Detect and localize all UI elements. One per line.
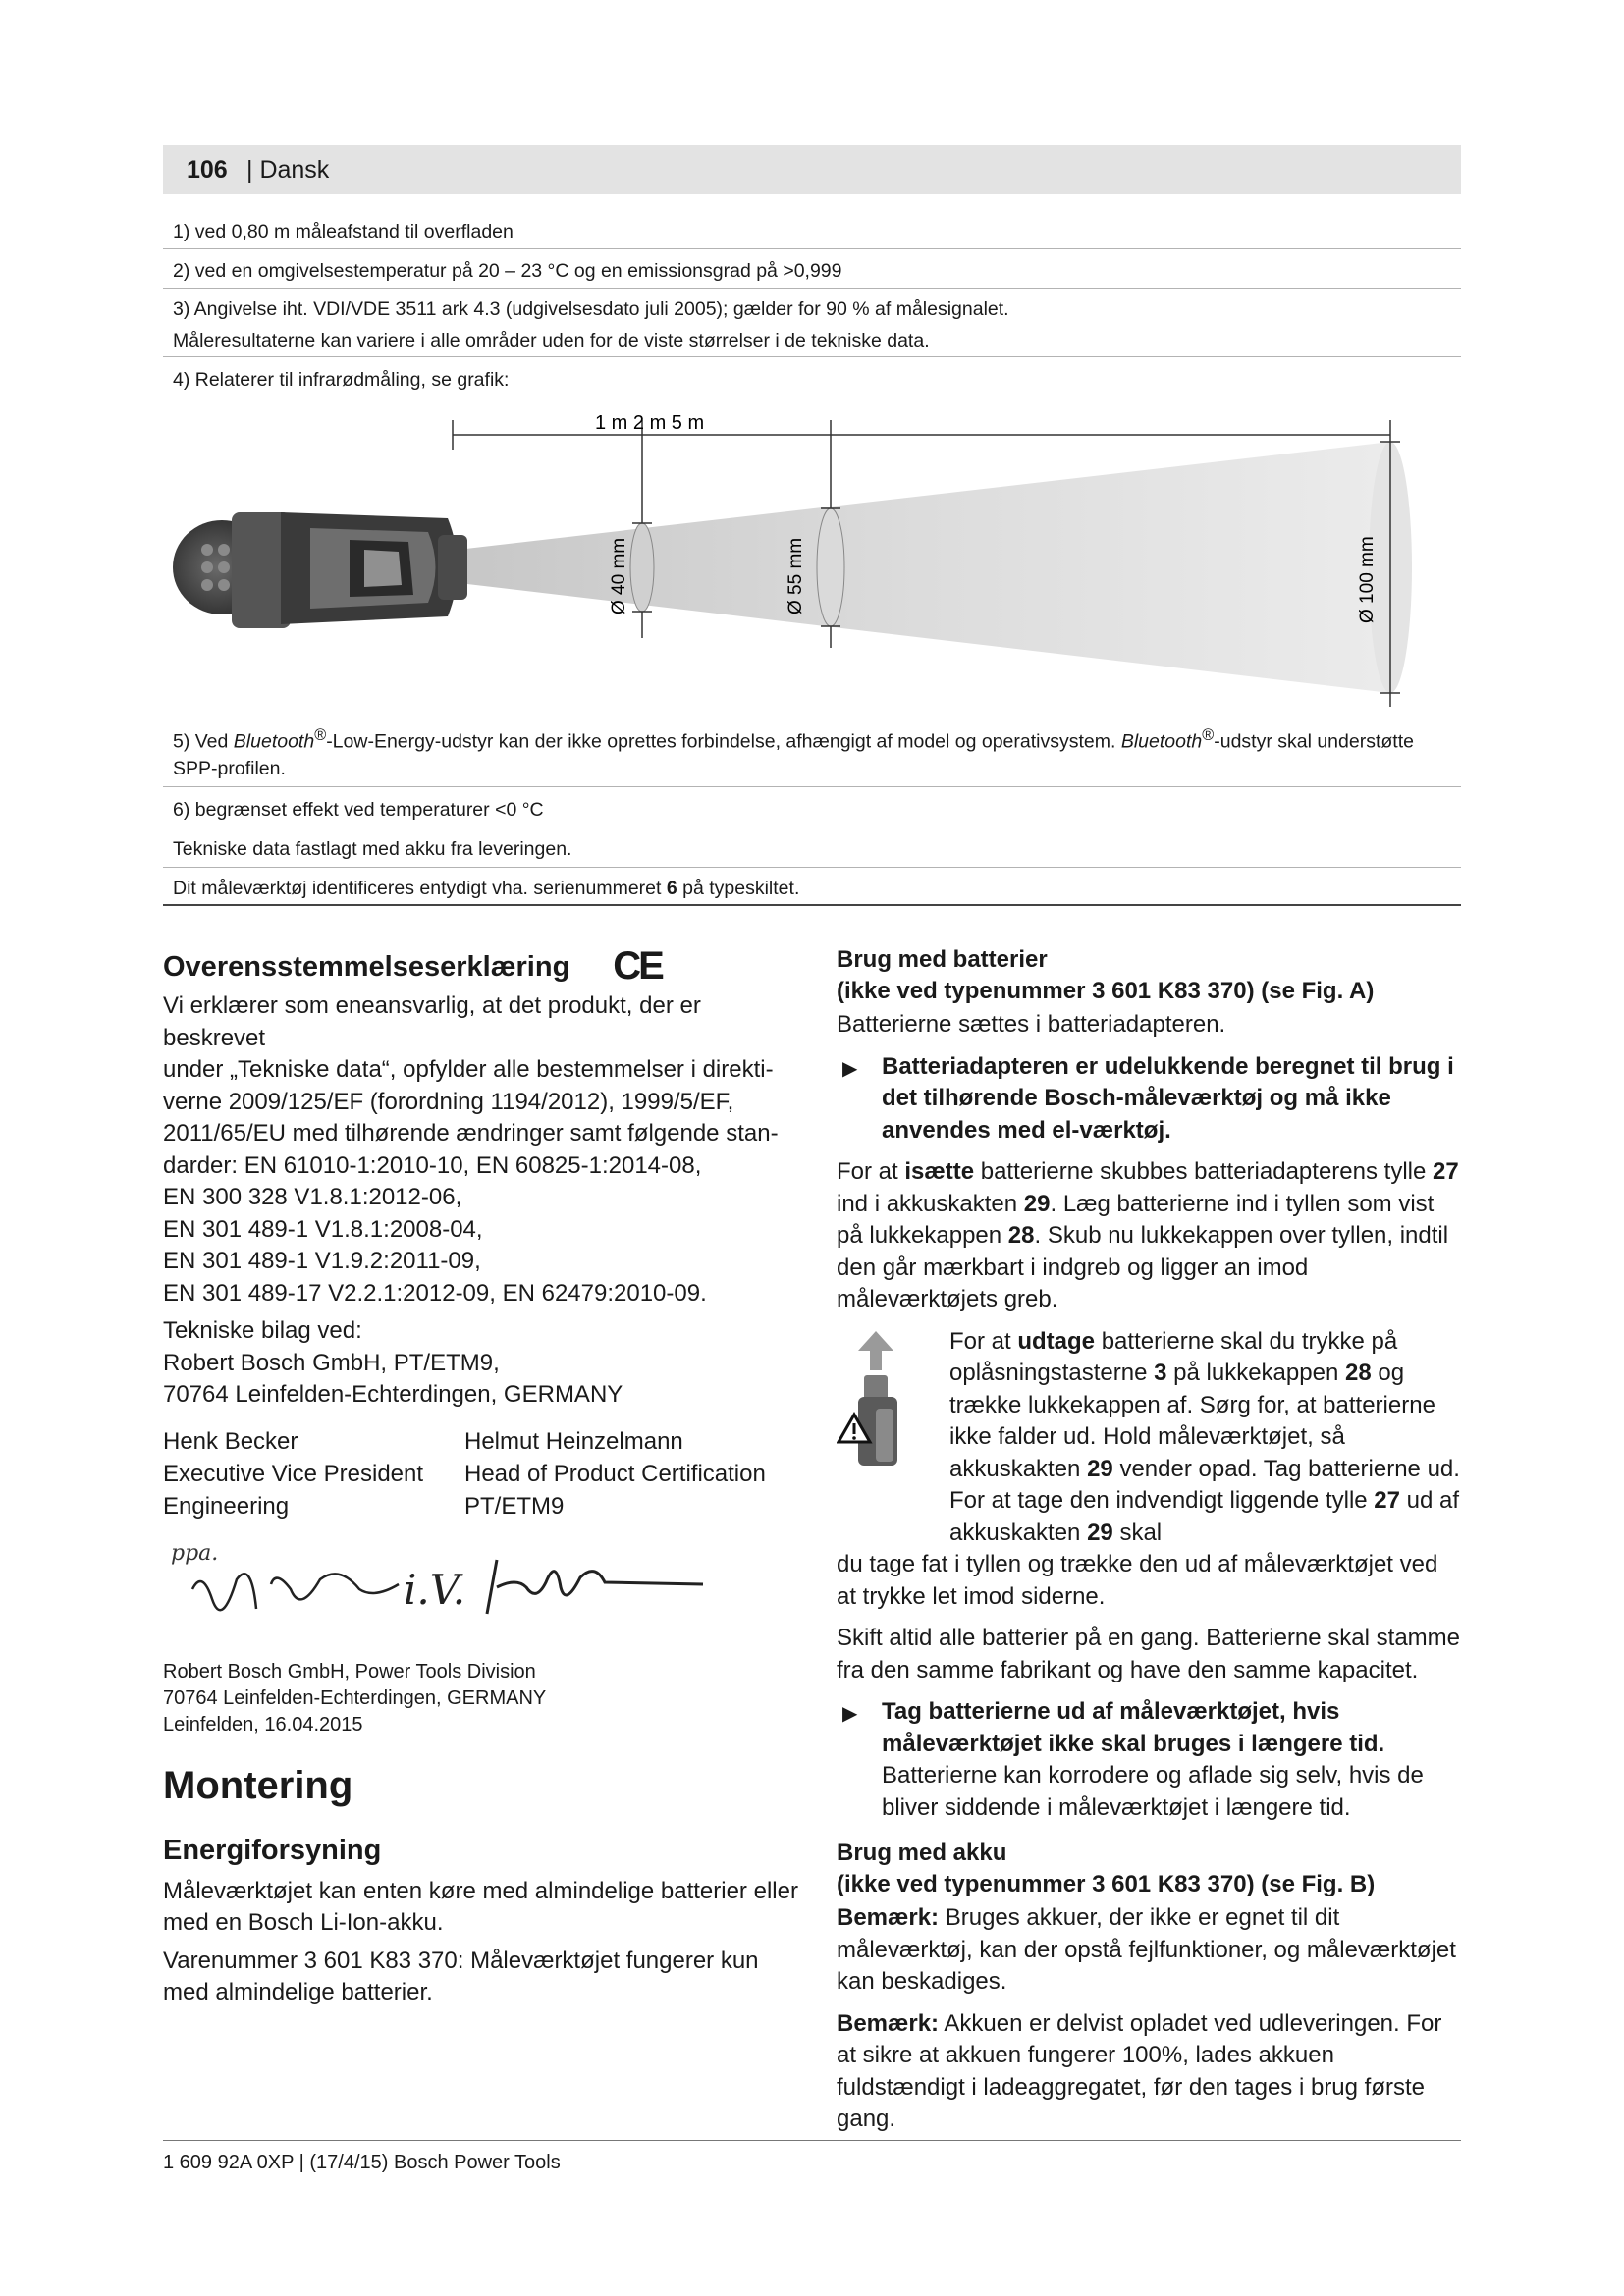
- ir-beam-cone: [458, 442, 1390, 693]
- bullet-arrow-icon: ▶: [842, 1703, 858, 1725]
- page-number: 106: [187, 156, 228, 184]
- signers-table: [163, 1425, 801, 1522]
- divider: [163, 356, 1461, 357]
- technical-file-text: [163, 1315, 801, 1412]
- signer-cell: Helmut Heinzelmann: [464, 1427, 683, 1455]
- iv-text: i.V.: [404, 1565, 466, 1614]
- warning-bullet-1: ▶ Batteriadapteren er udelukkende beregnet til brug i det tilhørende Bosch-måleværktøj og må ikke anvendes med el-værktøj.: [842, 1052, 1454, 1144]
- company-address-line: Leinfelden, 16.04.2015: [163, 1713, 363, 1735]
- declaration-line: darder: EN 61010-1:2010-10, EN 60825-1:2014-08,: [163, 1151, 702, 1179]
- ir-spot-diagram: [163, 402, 1461, 712]
- footnote-6: 6) begrænset effekt ved temperaturer <0 °C: [173, 799, 544, 821]
- company-address-line: Robert Bosch GmbH, Power Tools Division: [163, 1660, 536, 1682]
- signer-cell: Engineering: [163, 1492, 290, 1520]
- declaration-heading: Overensstemmelseserklæring: [163, 950, 570, 983]
- footnote-4: 4) Relaterer til infrarødmåling, se grafik:: [173, 369, 510, 391]
- warning-bullet-2: ▶ Tag batterierne ud af måleværktøjet, hvis måleværktøjet ikke skal bruges i længere tid. Batterierne kan korrodere og aflade sig selv, hvis de bliver siddende i måleværktøjet i længere tid.: [842, 1698, 1424, 1821]
- divider: [163, 248, 1461, 249]
- remove-batteries-tail: du tage fat i tyllen og trække den ud af måleværktøjet ved at trykke let imod siderne.: [837, 1551, 1438, 1610]
- akku-heading: Brug med akku: [837, 1840, 1007, 1866]
- signer-cell: Head of Product Certification: [464, 1460, 766, 1487]
- bullet-arrow-icon: ▶: [842, 1057, 858, 1080]
- page-header: [163, 145, 1461, 194]
- declaration-line: EN 301 489-17 V2.2.1:2012-09, EN 62479:2010-09.: [163, 1279, 707, 1307]
- declaration-line: under „Tekniske data“, opfylder alle bestemmelser i direkti-: [163, 1056, 774, 1083]
- swap-batteries-paragraph: Skift altid alle batterier på en gang. Batterierne skal stamme fra den samme fabrikant og have den samme kapacitet.: [837, 1625, 1460, 1683]
- insert-batteries-paragraph: For at isætte batterierne skubbes batteriadapterens tylle 27 ind i akkuskakten 29. Læg batterierne ind i tyllen som vist på lukkekappen 28. Skub nu lukkekappen over tyllen, indtil den går mærkbart i indgreb og ligger an imod måleværktøjets greb.: [837, 1158, 1459, 1312]
- technical-file-line: 70764 Leinfelden-Echterdingen, GERMANY: [163, 1381, 623, 1408]
- footnote-8: Dit måleværktøj identificeres entydigt vha. serienummeret 6 på typeskiltet.: [173, 878, 800, 899]
- section-divider: [163, 904, 1461, 906]
- diameter-55-label: Ø 55 mm: [785, 537, 806, 614]
- divider: [163, 786, 1461, 787]
- akku-subheading: (ikke ved typenummer 3 601 K83 370) (se Fig. B): [837, 1871, 1376, 1897]
- energiforsyning-paragraph-1: Måleværktøjet kan enten køre med almindelige batterier eller med en Bosch Li-Ion-akku.: [163, 1877, 798, 1936]
- diameter-100-label: Ø 100 mm: [1357, 536, 1378, 623]
- declaration-line: EN 301 489-1 V1.9.2:2011-09,: [163, 1248, 481, 1274]
- declaration-heading-row: [163, 944, 801, 988]
- declaration-line: EN 300 328 V1.8.1:2012-06,: [163, 1184, 462, 1210]
- footnote-3a: 3) Angivelse iht. VDI/VDE 3511 ark 4.3 (udgivelsesdato juli 2005); gælder for 90 % af målesignalet.: [173, 298, 1009, 320]
- ir-spot-svg: [163, 402, 1461, 712]
- company-address: [163, 1659, 801, 1738]
- signer-cell: Henk Becker: [163, 1427, 298, 1455]
- footnote-7: Tekniske data fastlagt med akku fra leveringen.: [173, 838, 572, 860]
- batteries-heading: Brug med batterier: [837, 946, 1048, 973]
- footnote-5a: 5) Ved Bluetooth®-Low-Energy-udstyr kan der ikke oprettes forbindelse, afhængigt af model og operativsystem. Bluetooth®-udstyr skal understøtte: [173, 726, 1414, 753]
- signer-cell: PT/ETM9: [464, 1492, 565, 1520]
- signatures-image: [163, 1530, 752, 1648]
- montering-heading: Montering: [163, 1763, 353, 1807]
- footer-divider: [163, 2140, 1461, 2141]
- declaration-line: Vi erklærer som eneansvarlig, at det produkt, der er beskrevet: [163, 992, 701, 1051]
- energiforsyning-heading: Energiforsyning: [163, 1834, 382, 1866]
- footnote-3b: Måleresultaterne kan variere i alle områder uden for de viste størrelser i de tekniske data.: [173, 330, 930, 351]
- batteries-intro: Batterierne sættes i batteriadapteren.: [837, 1011, 1226, 1038]
- ppa-text: ppa.: [171, 1540, 219, 1566]
- declaration-line: EN 301 489-1 V1.8.1:2008-04,: [163, 1215, 483, 1243]
- declaration-line: verne 2009/125/EF (forordning 1194/2012), 1999/5/EF,: [163, 1088, 734, 1115]
- declaration-text: [163, 990, 801, 1309]
- right-column: [837, 944, 1461, 2136]
- diameter-40-label: Ø 40 mm: [609, 537, 629, 614]
- divider: [163, 867, 1461, 868]
- signer-cell: Executive Vice President: [163, 1460, 424, 1487]
- batteries-subheading: (ikke ved typenummer 3 601 K83 370) (se Fig. A): [837, 978, 1375, 1004]
- akku-note-1: Bemærk: Bruges akkuer, der ikke er egnet til dit måleværktøj, kan der opstå fejlfunktioner, og måleværktøjet kan beskadiges.: [837, 1904, 1456, 1995]
- spot-40: [630, 523, 654, 612]
- spot-55: [817, 508, 844, 626]
- footnote-1: 1) ved 0,80 m måleafstand til overfladen: [173, 221, 514, 242]
- technical-file-line: Tekniske bilag ved:: [163, 1317, 362, 1344]
- energiforsyning-paragraph-2: Varenummer 3 601 K83 370: Måleværktøjet fungerer kun med almindelige batterier.: [163, 1947, 759, 2005]
- footnote-5b: SPP-profilen.: [173, 758, 286, 779]
- section-title: | Dansk: [246, 156, 330, 184]
- divider: [163, 288, 1461, 289]
- thermometer-device: [173, 512, 467, 628]
- footnote-2: 2) ved en omgivelsestemperatur på 20 – 23 °C og en emissionsgrad på >0,999: [173, 260, 842, 282]
- page-footer: 1 609 92A 0XP | (17/4/15) Bosch Power Tools: [163, 2152, 561, 2173]
- battery-removal-warning-icon: [837, 1326, 915, 1473]
- company-address-line: 70764 Leinfelden-Echterdingen, GERMANY: [163, 1686, 547, 1709]
- remove-batteries-block: [837, 1326, 1461, 1614]
- left-column: [163, 944, 801, 2009]
- distance-labels: 1 m 2 m 5 m: [595, 412, 705, 434]
- akku-note-2: Bemærk: Akkuen er delvist opladet ved udleveringen. For at sikre at akkuen fungerer 100%, lades akkuen fuldstændigt i ladeaggregatet, før den tages i brug første gang.: [837, 2009, 1442, 2132]
- technical-file-line: Robert Bosch GmbH, PT/ETM9,: [163, 1349, 500, 1376]
- remove-batteries-paragraph: For at udtage batterierne skal du trykke på oplåsningstasterne 3 på lukkekappen 28 og trække lukkekappen af. Sørg for, at batterierne ikke falder ud. Hold måleværktøjet, så akkuskakten 29 vender opad. Tag batterierne ud. For at tage den indvendigt liggende tylle 27 ud af akkuskakten 29 skal: [949, 1327, 1460, 1546]
- ce-mark-icon: CE: [613, 944, 662, 988]
- declaration-line: 2011/65/EU med tilhørende ændringer samt følgende stan-: [163, 1120, 779, 1147]
